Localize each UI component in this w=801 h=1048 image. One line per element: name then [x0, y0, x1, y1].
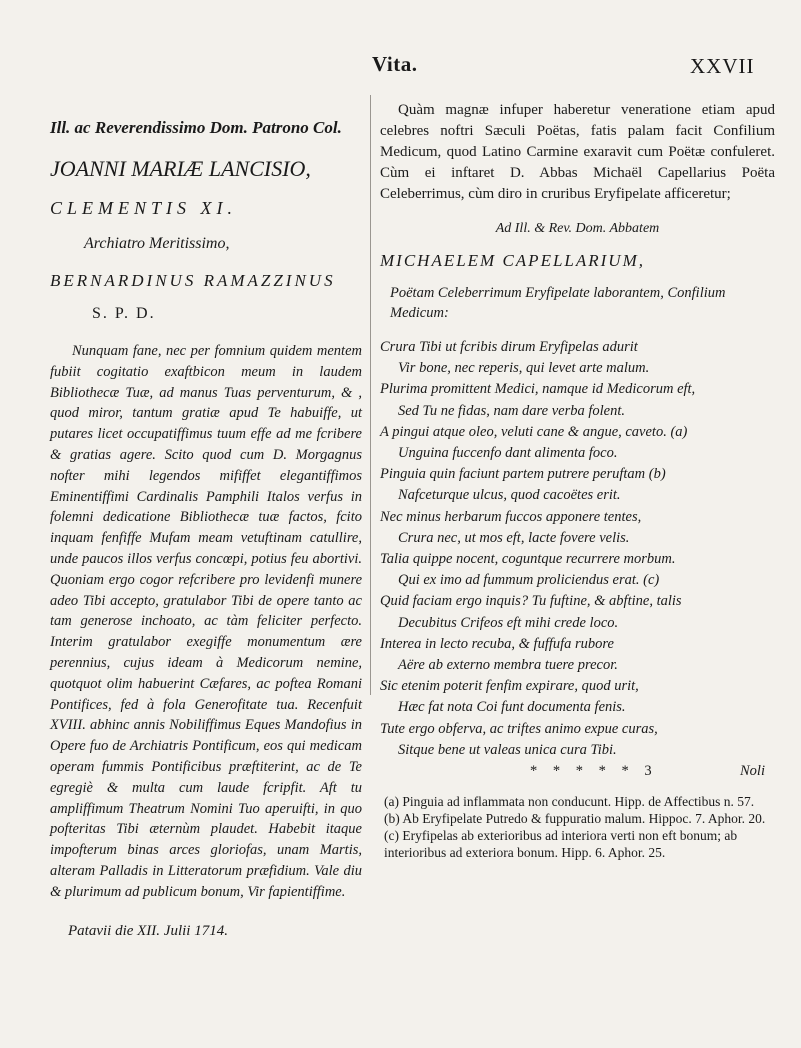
poem-line: Nec minus herbarum fuccos apponere tentes,	[380, 508, 642, 525]
poem-line: Hæc fat nota Coi funt documenta fenis.	[398, 699, 626, 716]
poem-line: Aëre ab externo membra tuere precor.	[398, 657, 618, 674]
poem-recipient: MICHAELEM CAPELLARIUM,	[380, 251, 645, 270]
poem-line: Talia quippe nocent, coguntque recurrere morbum.	[380, 551, 676, 568]
footnotes	[380, 793, 775, 861]
intro-paragraph: Quàm magnæ infuper haberetur veneratione etiam apud celebres noftri Sæculi Poëtas, fatis palam facit Confilium Medicum, quod Latino Carmine exaravit cum Poëtæ confuleret. Cùm ei inftaret D. Abbas Michaël Capellarius Poëta Celeberrimus, cùm diro in cruribus Eryfipelate afficeretur;	[380, 102, 775, 202]
stars-mark: * * * * * 3	[530, 763, 658, 780]
catchword: Noli	[740, 763, 765, 780]
poem-line: Pinguia quin faciunt partem putrere peruftam (b)	[380, 466, 666, 483]
recipient-title: Archiatro Meritissimo,	[84, 235, 230, 252]
poem-line: Sic etenim poterit fenfim expirare, quod urit,	[380, 678, 639, 695]
poem-line: Quid faciam ergo inquis? Tu fuftine, & abftine, talis	[380, 593, 682, 610]
page-number: XXVII	[690, 54, 755, 78]
poem-line: Sitque bene ut valeas unica cura Tibi.	[398, 741, 617, 758]
footnote: (b) Ab Eryfipelate Putredo & fuppuratio malum. Hippoc. 7. Aphor. 20.	[384, 811, 766, 827]
poem-line: Plurima promittent Medici, namque id Medicorum eft,	[380, 381, 696, 398]
poem-line: Crura Tibi ut fcribis dirum Eryfipelas adurit	[380, 339, 638, 355]
salutation: S. P. D.	[92, 305, 156, 322]
column-divider	[370, 95, 371, 695]
letter-body: Nunquam fane, nec per fomnium quidem mentem fubiit cogitatio exaftbicon meum in laudem Bibliothecæ Tuæ, ad manus Tuas perventurum, & , quod miror, tantum gratiæ apud Te habuiffe, ut putares licet occupatiffimus tuum effe ad me fcribere & gratias agere. Scito quod cum D. Morgagnus nofter mihi legendos mififfet elegantiffimos Eminentiffimi Cardinalis Pamphili Italos verfus in folemni dedicatione Bibliothecæ tuæ factos, fcito inquam fenfiffe Mufam meam vetuftinam catullire, unde paucos illos verfus concœpi, potius feu abortivi. Quoniam ergo cogor refcribere pro levidenfi munere adeo Tibi accepto, gratulabor Tibi de opere tanto ac tam generose inchoato, ac tàm feliciter perfecto. Interim gratulabor exegiffe monumentum ære perennius, cujus ideam à Medicorum nemine, quotquot olim habuerint Cæfares, ac poftea Romani Pontifices, fed à fola Generofitate tua. Recenfuit XVIII. abhinc annis Nobiliffimus Eques Mandofius in Opere fuo de Archiatris Pontificum, eos qui medicam operam fummis Pontificibus præftiterint, ac de Te egregiè & multa cum laude fcripfit. Aft tu ampliffimum Theatrum Nomini Tuo aperuifti, in quo pofteritas Tibi æternùm plaudet. Habebit itaque impofterum binas arces gloriofas, unam Martis, alteram Palladis in Litteratorum præfidium. Vale diu & plurimum ad publicum bonum, Vir fapientiffime.	[50, 343, 362, 900]
right-column	[380, 100, 775, 861]
poem-line: Sed Tu ne fidas, nam dare verba folent.	[398, 402, 626, 419]
poem-line: Decubitus Crifeos eft mihi crede loco.	[398, 614, 619, 631]
footnote: (c) Eryfipelas ab exterioribus ad interiora verti non eft bonum; ab interioribus ad exteriora bonum. Hipp. 6. Aphor. 25.	[384, 828, 738, 861]
poem	[380, 337, 775, 761]
poem-line: Nafceturque ulcus, quod cacoëtes erit.	[398, 487, 621, 504]
poem-line: Vir bone, nec reperis, qui levet arte malum.	[398, 360, 650, 377]
left-column	[50, 110, 362, 940]
pope-name: CLEMENTIS XI.	[50, 198, 238, 218]
sender-name: BERNARDINUS RAMAZZINUS	[50, 271, 336, 290]
recipient-name: JOANNI MARIÆ LANCISIO,	[50, 156, 311, 181]
poem-line: Tute ergo obferva, ac triftes animo expue curas,	[380, 720, 658, 737]
poem-line: Unguina fuccenfo dant alimenta foco.	[398, 445, 618, 462]
running-header-left: Vita.	[372, 52, 418, 76]
poem-line: Crura nec, ut mos eft, lacte fovere velis.	[398, 529, 630, 546]
poem-line: Interea in lecto recuba, & fuffufa rubore	[380, 635, 614, 652]
poem-subtitle: Poëtam Celeberrimum Eryfipelate laborantem, Confilium Medicum:	[390, 285, 726, 321]
poem-address: Ad Ill. & Rev. Dom. Abbatem	[495, 221, 660, 236]
poem-line: Qui ex imo ad fummum proliciendus erat. (c)	[398, 572, 660, 589]
poem-line: A pingui atque oleo, veluti cane & angue, caveto. (a)	[380, 423, 688, 440]
footnote: (a) Pinguia ad inflammata non conducunt. Hipp. de Affectibus n. 57.	[384, 794, 755, 810]
dedication-heading: Ill. ac Reverendissimo Dom. Patrono Col.	[50, 118, 342, 137]
letter-date: Patavii die XII. Julii 1714.	[68, 922, 228, 939]
